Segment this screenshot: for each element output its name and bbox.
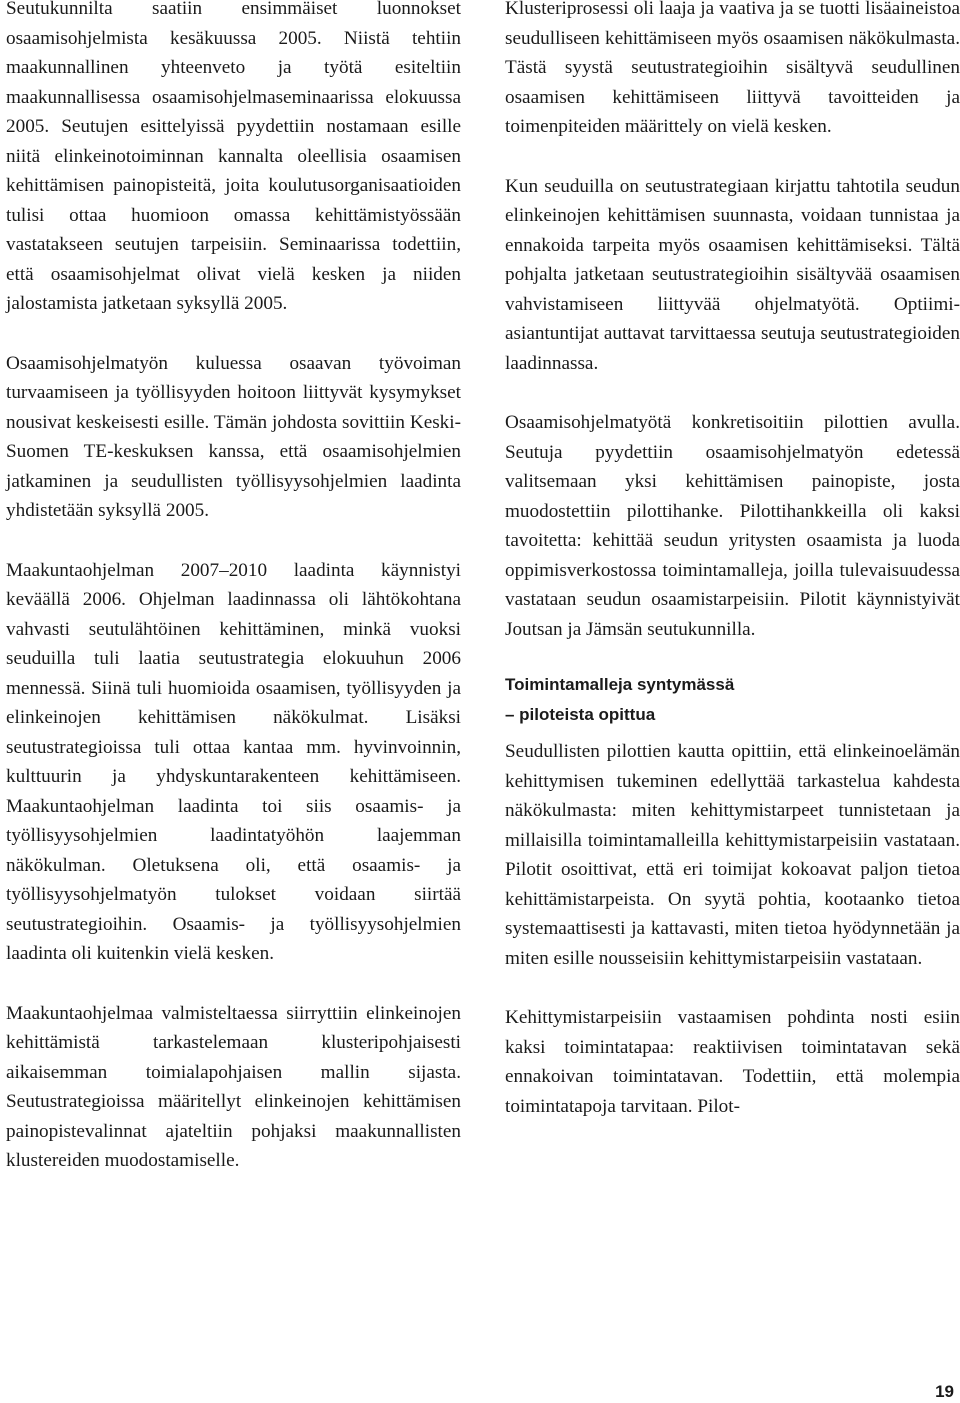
paragraph-lessons-learned: Seudullisten pilottien kautta opittiin, että elinkeinoelämän kehittymisen tukeminen edellyttää tarkastelua kahdesta näkökulmasta: miten kehittymistarpeet tunnistetaan ja millaisilla toimintamalleilla kehittymistarpeisiin vastataan. Pilotit osoittivat, että eri toimijat kokoavat paljon tietoa kehittämistarpeista. On syytä pohtia, kootaanko tietoa systemaattisesti ja kattavasti, miten tietoa hyödynnetään ja miten esille nousseisiin kehittymistarpeisiin vastataan.	[505, 741, 960, 969]
paragraph-draft-programs: Seutukunnilta saatiin ensimmäiset luonnokset osaamisohjelmista kesäkuussa 2005. Niistä tehtiin maakunnallinen yhteenveto ja työtä esiteltiin maakunnallisessa osaamisohjelmaseminaarissa elokuussa 2005. Seutujen esittelyissä pyydettiin nostamaan esille niitä elinkeinotoiminnan kannalta oleellisia osaamisen kehittämisen painopisteitä, joita koulutusorganisaatioiden tulisi ottaa huomioon omassa kehittämistyössään vastatakseen seutujen tarpeisiin. Seminaarissa todettiin, että osaamisohjelmat olivat vielä kesken ja niiden jalostamista jatketaan syksyllä 2005.	[6, 0, 461, 314]
paragraph-workforce-issues: Osaamisohjelmatyön kuluessa osaavan työvoiman turvaamiseen ja työllisyyden hoitoon liittyvät kysymykset nousivat keskeisesti esille. Tämän johdosta sovittiin Keski-Suomen TE-keskuksen kanssa, että osaamisohjelmien jatkaminen ja seudullisten työllisyysohjelmien laadinta yhdistetään syksyllä 2005.	[6, 352, 461, 521]
left-column	[6, 0, 461, 1206]
paragraph-pilots: Osaamisohjelmatyötä konkretisoitiin pilottien avulla. Seutuja pyydettiin osaamisohjelmatyön edetessä valitsemaan yksi kehittämisen painopiste, josta muodostettiin pilottihanke. Pilottihankkeilla oli kaksi tavoitetta: kehittää seudun yritysten osaamista ja luoda oppimisverkostossa toimintamalleja, joilla tulevaisuudessa vastataan seudun osaamistarpeisiin. Pilotit käynnistyivät Joutsan ja Jämsän seutukunnilla.	[505, 412, 960, 640]
section-heading	[505, 670, 960, 729]
section-heading-line2: – piloteista opittua	[505, 704, 656, 724]
section-heading-line1: Toimintamalleja syntymässä	[505, 675, 735, 694]
paragraph-two-approaches: Kehittymistarpeisiin vastaamisen pohdinta nosti esiin kaksi toimintatapaa: reaktiivisen toimintatavan sekä ennakoivan toimintatavan. Todettiin, että molempia toimintatapoja tarvitaan. Pilot-	[505, 1007, 960, 1117]
paragraph-cluster-approach: Maakuntaohjelmaa valmisteltaessa siirryttiin elinkeinojen kehittämistä tarkastelemaan klusteripohjaisesti aikaisemman toimialapohjaisen mallin sijasta. Seutustrategioissa määritellyt elinkeinojen kehittämisen painopistevalinnat ajateltiin pohjaksi maakunnallisten klustereiden muodostamiselle.	[6, 1002, 461, 1171]
paragraph-strategy-will: Kun seuduilla on seutustrategiaan kirjattu tahtotila seudun elinkeinojen kehittämisen suunnasta, voidaan tunnistaa ja ennakoida tarpeita myös osaamisen kehittämiseksi. Tältä pohjalta jatketaan seutustrategioihin sisältyvää osaamisen vahvistamiseen liittyvää ohjelmatyötä. Optiimi-asiantuntijat auttavat tarvittaessa seutuja seutustrategioiden laadinnassa.	[505, 175, 960, 374]
page-number: 19	[935, 1382, 954, 1401]
paragraph-regional-programme: Maakuntaohjelman 2007–2010 laadinta käynnistyi keväällä 2006. Ohjelman laadinnassa oli lähtökohtana vahvasti seutulähtöinen kehittäminen, minkä vuoksi seuduilla tuli laatia seutustrategia elokuuhun 2006 mennessä. Siinä tuli huomioida osaamisen, työllisyyden ja elinkeinojen kehittämisen näkökulmat. Lisäksi seutustrategioissa tuli ottaa kantaa mm. hyvinvoinnin, kulttuurin ja yhdyskuntarakenteen kehittämiseen. Maakuntaohjelman laadinta toi siis osaamis- ja työllisyysohjelmien laadintatyöhön laajemman näkökulman. Oletuksena oli, että osaamis- ja työllisyysohjelmatyön tulokset voidaan siirtää seutustrategioihin. Osaamis- ja työllisyysohjelmien laadinta oli kuitenkin vielä kesken.	[6, 559, 461, 964]
paragraph-cluster-process: Klusteriprosessi oli laaja ja vaativa ja se tuotti lisäaineistoa seudulliseen kehittämiseen myös osaamisen näkökulmasta. Tästä syystä seutustrategioihin sisältyvä seudullinen osaamisen kehittämiseen liittyvä tavoitteiden ja toimenpiteiden määrittely on vielä kesken.	[505, 0, 960, 137]
right-column	[505, 0, 960, 1151]
